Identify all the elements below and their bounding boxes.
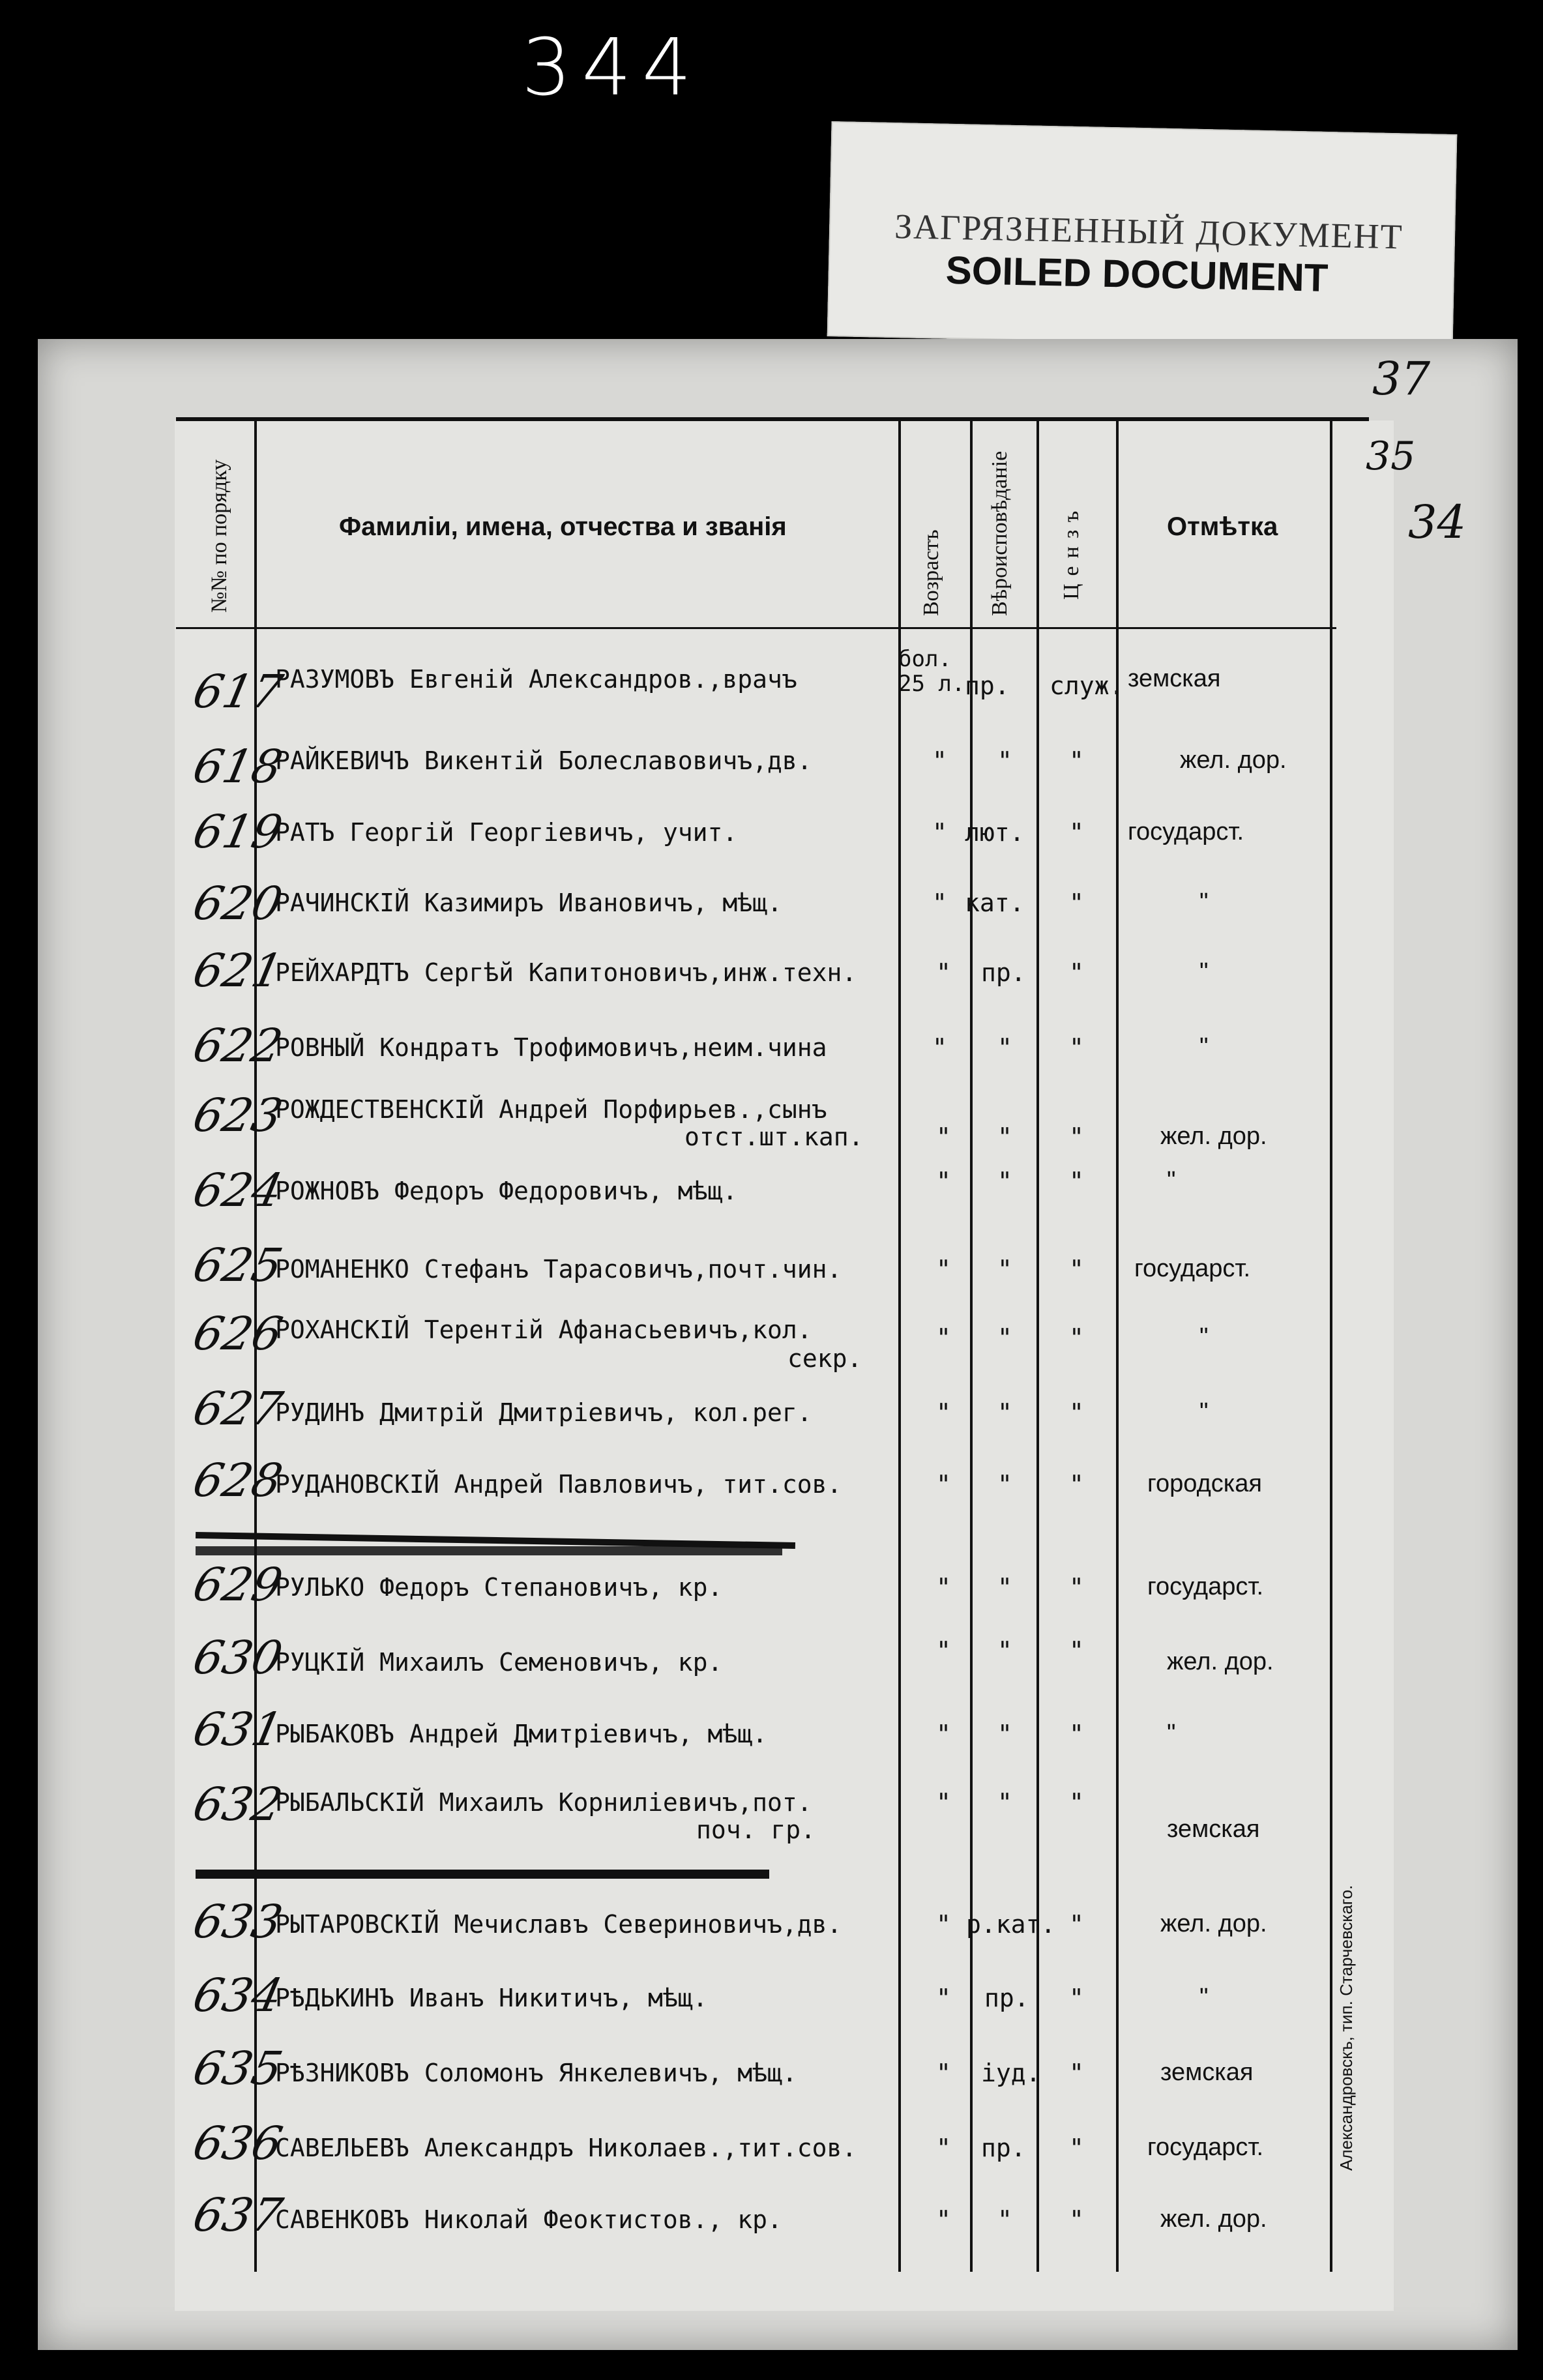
row-name: РЫБАЛЬСКІЙ Михаилъ Корниліевичъ,пот. xyxy=(275,1788,812,1817)
table-row xyxy=(0,1307,1543,1388)
row-age: " xyxy=(932,746,947,775)
row-census: " xyxy=(1069,2134,1084,2162)
row-census: " xyxy=(1069,889,1084,917)
row-census: " xyxy=(1069,818,1084,847)
row-religion: " xyxy=(997,2205,1012,2234)
row-name: РАЙКЕВИЧЪ Викентій Болеславовичъ,дв. xyxy=(275,746,812,775)
row-religion: пр. xyxy=(984,1984,1029,2012)
row-mark: земская xyxy=(1167,1815,1260,1843)
row-census: " xyxy=(1069,1033,1084,1062)
row-religion: пр. xyxy=(981,2134,1026,2162)
row-age: " xyxy=(936,1984,951,2012)
row-mark: " xyxy=(1199,1033,1209,1061)
row-age: " xyxy=(936,1910,951,1939)
row-age: " xyxy=(936,1167,951,1196)
table-row xyxy=(0,1703,1543,1786)
table-row xyxy=(0,1454,1543,1535)
row-census: " xyxy=(1069,1167,1084,1196)
row-census: " xyxy=(1069,1398,1084,1427)
table-row xyxy=(0,1164,1543,1245)
row-number: 621 xyxy=(188,944,287,997)
row-number: 634 xyxy=(188,1969,287,2022)
row-age: " xyxy=(936,958,951,987)
row-religion: " xyxy=(997,1720,1012,1748)
table-top-rule xyxy=(176,417,1369,421)
row-mark: " xyxy=(1167,1720,1176,1747)
row-name: РАЧИНСКІЙ Казимиръ Ивановичъ, мѣщ. xyxy=(275,889,782,917)
struck-entry-line xyxy=(196,1546,782,1555)
row-mark: государст. xyxy=(1134,1255,1251,1282)
header-age: Возрастъ xyxy=(919,529,943,616)
row-name: РУЛЬКО Федоръ Степановичъ, кр. xyxy=(275,1573,723,1602)
table-row xyxy=(0,945,1543,1023)
header-mark: Отмѣтка xyxy=(1167,512,1278,541)
row-census: " xyxy=(1069,1636,1084,1665)
table-row xyxy=(0,877,1543,955)
row-age: " xyxy=(932,818,947,847)
row-number: 618 xyxy=(188,740,287,793)
row-name: РЫТАРОВСКІЙ Мечиславъ Севериновичъ,дв. xyxy=(275,1910,842,1939)
row-name: РУДАНОВСКІЙ Андрей Павловичъ, тит.сов. xyxy=(275,1470,842,1499)
table-row xyxy=(0,2188,1543,2272)
row-mark: " xyxy=(1199,1323,1209,1351)
row-religion: " xyxy=(997,1323,1012,1352)
row-religion: " xyxy=(997,1470,1012,1499)
row-age: " xyxy=(932,1033,947,1062)
table-row xyxy=(0,1778,1543,1861)
row-religion: пр. xyxy=(965,671,1010,700)
row-name: РОМАНЕНКО Стефанъ Тарасовичъ,почт.чин. xyxy=(275,1255,842,1284)
row-census: " xyxy=(1069,1323,1084,1352)
row-name: РѢДЬКИНЪ Иванъ Никитичъ, мѣщ. xyxy=(275,1984,708,2012)
row-age: бол. 25 л. xyxy=(898,646,965,697)
row-census: " xyxy=(1069,1788,1084,1817)
row-age: " xyxy=(936,1720,951,1748)
row-name: РУЦКІЙ Михаилъ Семеновичъ, кр. xyxy=(275,1648,723,1677)
table-row xyxy=(0,2042,1543,2125)
row-mark: " xyxy=(1199,958,1209,986)
row-name: РѢЗНИКОВЪ Соломонъ Янкелевичъ, мѣщ. xyxy=(275,2059,797,2087)
row-census: " xyxy=(1069,1720,1084,1748)
table-row xyxy=(0,1382,1543,1463)
table-row xyxy=(0,1020,1543,1098)
row-mark: жел. дор. xyxy=(1160,1123,1267,1150)
row-mark: государст. xyxy=(1128,818,1244,845)
stamp-text-en: SOILED DOCUMENT xyxy=(945,248,1329,300)
row-religion: " xyxy=(997,1033,1012,1062)
row-mark: государст. xyxy=(1147,1573,1264,1600)
row-number: 635 xyxy=(188,2042,287,2095)
row-name: РАЗУМОВЪ Евгеній Александров.,врачъ xyxy=(275,665,797,694)
row-census: " xyxy=(1069,1255,1084,1284)
row-number: 628 xyxy=(188,1454,287,1507)
row-age: " xyxy=(936,1323,951,1352)
table-row xyxy=(0,1969,1543,2052)
row-number: 619 xyxy=(188,805,287,859)
row-religion: р.кат. xyxy=(966,1910,1056,1939)
row-census: " xyxy=(1069,958,1084,987)
row-age: " xyxy=(932,889,947,917)
row-number: 632 xyxy=(188,1778,287,1831)
row-name-continuation: отст.шт.кап. xyxy=(684,1123,864,1151)
row-name: РОЖНОВЪ Федоръ Федоровичъ, мѣщ. xyxy=(275,1177,738,1205)
row-number: 624 xyxy=(188,1164,287,1217)
row-mark: городская xyxy=(1147,1470,1262,1497)
row-mark: государст. xyxy=(1147,2134,1264,2161)
row-number: 617 xyxy=(188,665,287,718)
row-number: 623 xyxy=(188,1089,287,1142)
row-number: 626 xyxy=(188,1307,287,1360)
row-name: САВЕНКОВЪ Николай Феоктистов., кр. xyxy=(275,2205,782,2234)
row-census: " xyxy=(1069,2059,1084,2087)
page-mark-2: 35 xyxy=(1366,433,1416,479)
row-number: 631 xyxy=(188,1703,287,1756)
row-number: 633 xyxy=(188,1895,287,1948)
row-age: " xyxy=(936,2134,951,2162)
page-mark-1: 37 xyxy=(1372,352,1431,405)
row-mark: " xyxy=(1199,889,1209,916)
header-name: Фамиліи, имена, отчества и званія xyxy=(339,512,787,541)
row-name: РАТЪ Георгій Георгіевичъ, учит. xyxy=(275,818,738,847)
table-row xyxy=(0,1895,1543,1978)
row-number: 629 xyxy=(188,1558,287,1611)
row-census: служ. xyxy=(1050,671,1124,700)
row-religion: лют. xyxy=(965,818,1025,847)
row-mark: " xyxy=(1199,1984,1209,2011)
row-religion: кат. xyxy=(965,889,1025,917)
archive-number: 344 xyxy=(522,23,703,113)
row-name: РУДИНЪ Дмитрій Дмитріевичъ, кол.рег. xyxy=(275,1398,812,1427)
row-census: " xyxy=(1069,746,1084,775)
row-name: РЫБАКОВЪ Андрей Дмитріевичъ, мѣщ. xyxy=(275,1720,767,1748)
table-row xyxy=(0,733,1543,812)
table-row xyxy=(0,1089,1543,1167)
row-age: " xyxy=(936,1636,951,1665)
row-mark: жел. дор. xyxy=(1160,2205,1267,2233)
row-mark: " xyxy=(1167,1167,1176,1194)
table-row xyxy=(0,1558,1543,1639)
row-name: РОВНЫЙ Кондратъ Трофимовичъ,неим.чина xyxy=(275,1033,827,1062)
row-religion: " xyxy=(997,1398,1012,1427)
row-age: " xyxy=(936,1573,951,1602)
row-name-continuation: секр. xyxy=(787,1344,862,1373)
row-name: САВЕЛЬЕВЪ Александръ Николаев.,тит.сов. xyxy=(275,2134,857,2162)
row-age: " xyxy=(936,1470,951,1499)
row-religion: " xyxy=(997,1636,1012,1665)
header-bottom-rule xyxy=(176,627,1336,629)
row-number: 637 xyxy=(188,2188,287,2242)
row-age: " xyxy=(936,1398,951,1427)
row-census: " xyxy=(1069,1573,1084,1602)
row-mark: " xyxy=(1199,1398,1209,1426)
row-mark: земская xyxy=(1128,665,1221,692)
row-name: РОХАНСКІЙ Терентій Афанасьевичъ,кол. xyxy=(275,1315,812,1344)
row-census: " xyxy=(1069,1123,1084,1151)
row-mark: жел. дор. xyxy=(1167,1648,1274,1675)
row-religion: " xyxy=(997,1788,1012,1817)
header-no: №№ по порядку xyxy=(207,459,231,613)
row-religion: пр. xyxy=(981,958,1026,987)
row-name: РЕЙХАРДТЪ Сергѣй Капитоновичъ,инж.техн. xyxy=(275,958,857,987)
row-religion: " xyxy=(997,1573,1012,1602)
row-census: " xyxy=(1069,1984,1084,2012)
row-mark: жел. дор. xyxy=(1180,746,1287,774)
header-religion: Вѣроисповѣданіе xyxy=(988,450,1012,616)
row-number: 627 xyxy=(188,1382,287,1435)
header-census: Цензъ xyxy=(1059,503,1083,600)
row-number: 622 xyxy=(188,1019,287,1072)
row-census: " xyxy=(1069,2205,1084,2234)
table-row xyxy=(0,646,1543,730)
row-religion: " xyxy=(997,1167,1012,1196)
row-census: " xyxy=(1069,1470,1084,1499)
row-religion: " xyxy=(997,746,1012,775)
row-number: 625 xyxy=(188,1239,287,1292)
page-mark-3: 34 xyxy=(1408,495,1467,549)
row-mark: земская xyxy=(1160,2059,1254,2086)
row-age: " xyxy=(936,1255,951,1284)
row-age: " xyxy=(936,2059,951,2087)
row-number: 636 xyxy=(188,2117,287,2170)
row-age: " xyxy=(936,1123,951,1151)
row-census: " xyxy=(1069,1910,1084,1939)
row-name-continuation: поч. гр. xyxy=(696,1815,816,1844)
printer-note: Александровскъ, тип. Старчевскаго. xyxy=(1336,1885,1356,2171)
row-number: 620 xyxy=(188,877,287,930)
row-religion: " xyxy=(997,1123,1012,1151)
row-mark: жел. дор. xyxy=(1160,1910,1267,1937)
row-religion: " xyxy=(997,1255,1012,1284)
stamp-text-ru: ЗАГРЯЗНЕННЫЙ ДОКУМЕНТ xyxy=(894,207,1404,257)
table-row xyxy=(0,805,1543,883)
row-number: 630 xyxy=(188,1631,287,1684)
soiled-document-stamp xyxy=(827,121,1458,349)
row-age: " xyxy=(936,1788,951,1817)
row-religion: іуд. xyxy=(981,2059,1041,2087)
row-name: РОЖДЕСТВЕНСКІЙ Андрей Порфирьев.,сынъ xyxy=(275,1095,827,1124)
struck-entry-line xyxy=(196,1870,769,1879)
row-age: " xyxy=(936,2205,951,2234)
